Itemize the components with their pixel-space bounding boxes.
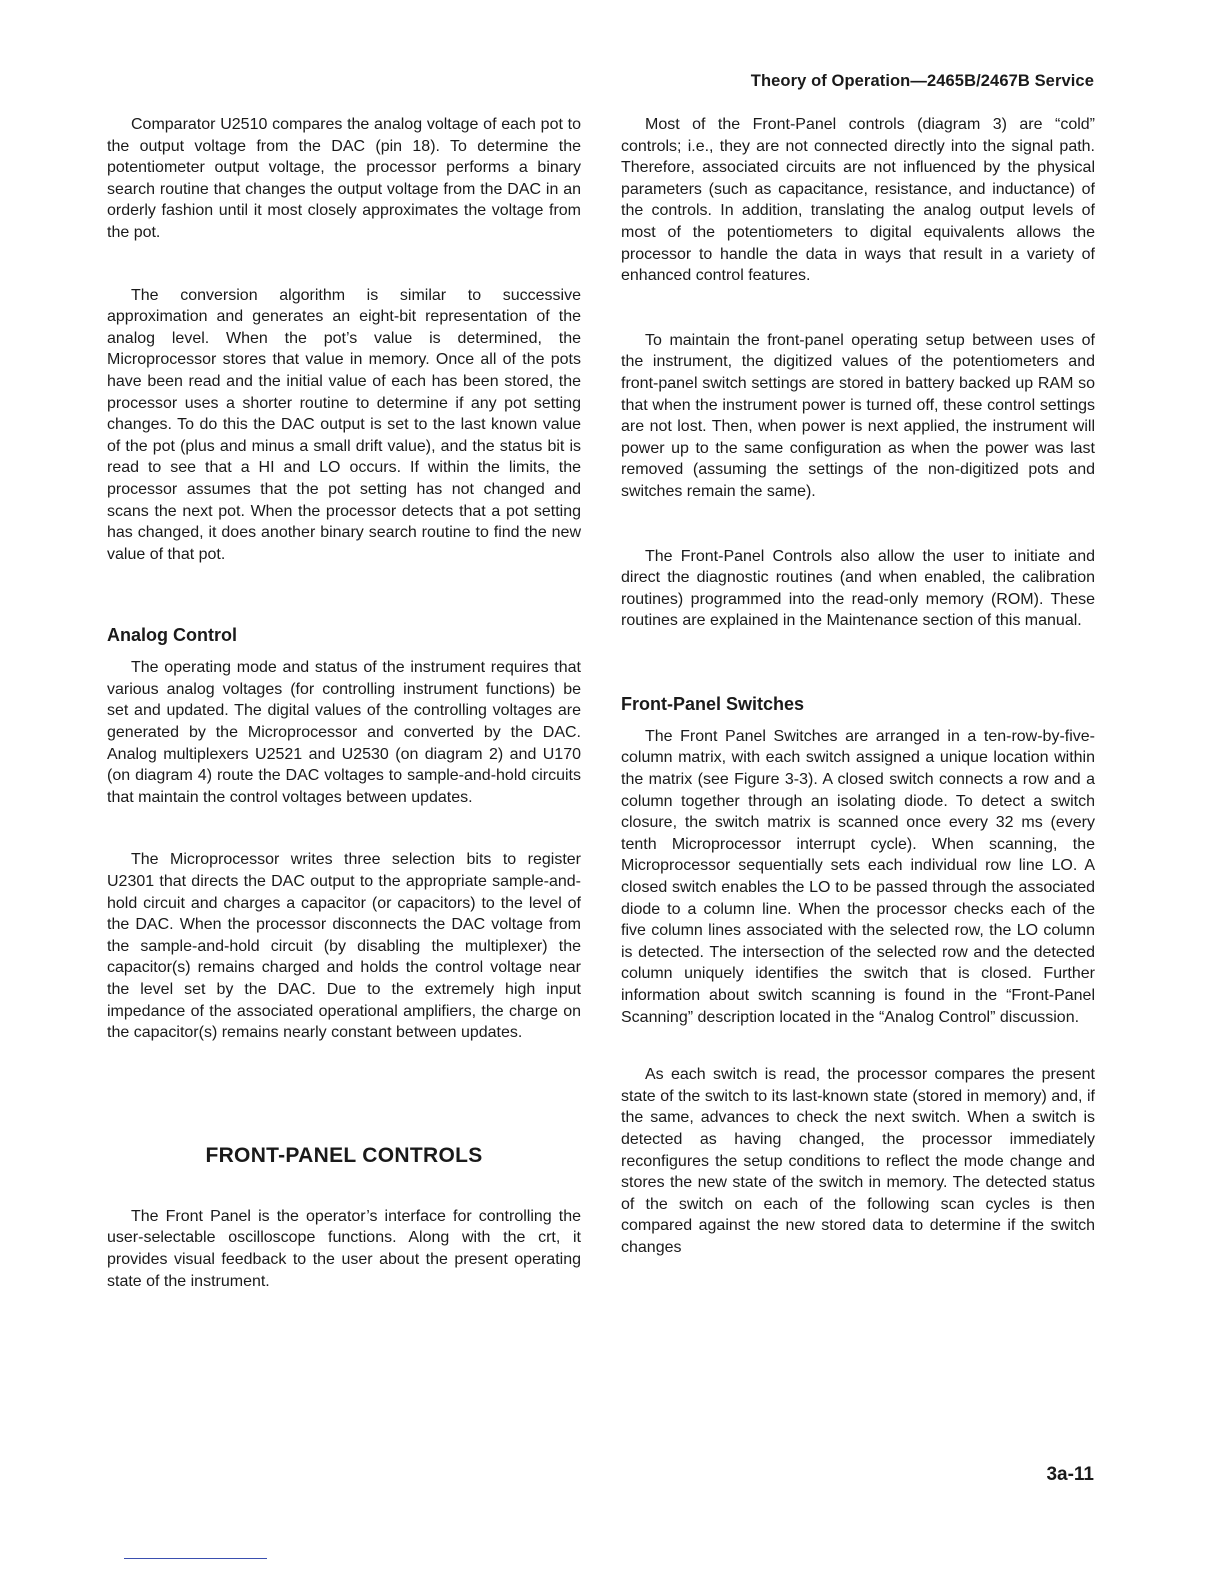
heading-front-panel-switches: Front-Panel Switches <box>621 693 805 714</box>
paragraph-selection-bits: The Microprocessor writes three selection bits to register U2301 that directs the DAC output to the appropriate sample-and-hold circuit and charges a capacitor (or capacitors) to the level of the DAC. When the processor disconnects the DAC voltage from the sample-and-hold circuit (by disabling the multiplexer) the capacitor(s) remains charged and holds the control voltage near the level set by the DAC. Due to the extremely high input impedance of the associated operational amplifiers, the charge on the capacitor(s) remains nearly constant between updates. <box>107 851 581 1042</box>
paragraph-switch-matrix: The Front Panel Switches are arranged in a ten-row-by-five-column matrix, with each switch assigned a unique location within the matrix (see Figure 3-3). A closed switch connects a row and a column together through an isolating diode. To detect a switch closure, the switch matrix is scanned once every 32 ms (every tenth Microprocessor interrupt cycle). When scanning, the Microprocessor sequentially sets each individual row line LO. A closed switch enables the LO to be passed through the associated diode to a column line. When the processor checks each of the five column lines associated with the selected row, the LO column is detected. The intersection of the selected row and the detected column uniquely identifies the switch that is closed. Further information about switch scanning is found in the “Front-Panel Scanning” description located in the “Analog Control” discussion. <box>621 727 1095 1026</box>
running-header: Theory of Operation—2465B/2467B Service <box>750 72 1094 90</box>
paragraph-switch-state: As each switch is read, the processor compares the present state of the switch to its last-known state (stored in memory) and, if the same, advances to check the next switch. When a switch is detected as having changed, the processor immediately reconfigures the setup conditions to reflect the mode change and stores the new state of the switch in memory. The detected status of the switch on each of the following scan cycles is then compared against the new stored data to determine if the switch changes <box>621 1066 1095 1256</box>
paragraph-battery-ram: To maintain the front-panel operating setup between uses of the instrument, the digitized values of the potentiometers and front-panel switch settings are stored in battery backed up RAM so that when the instrument power is turned off, these control settings are not lost. Then, when power is next applied, the instrument will power up to the same configuration as when the power was last removed (assuming the settings of the non-digitized pots and switches remain the same). <box>621 331 1095 500</box>
heading-analog-control: Analog Control <box>107 625 237 646</box>
page-number: 3a-11 <box>1046 1464 1094 1485</box>
footer-rule <box>124 1558 267 1559</box>
paragraph-analog-voltages: The operating mode and status of the instrument requires that various analog voltages (for controlling instrument functions) be set and updated. The digital values of the controlling voltages are generated by the Microprocessor and converted by the DAC. Analog multiplexers U2521 and U2530 (on diagram 2) and U170 (on diagram 4) route the DAC voltages to sample-and-hold circuits that maintain the control voltages between updates. <box>107 659 581 806</box>
left-column <box>107 114 581 1292</box>
paragraph-comparator: Comparator U2510 compares the analog voltage of each pot to the output voltage from the DAC (pin 18). To determine the potentiometer output voltage, the processor performs a binary search routine that changes the output voltage from the DAC in an orderly fashion until it most closely approximates the voltage from the pot. <box>107 116 581 241</box>
paragraph-diagnostic-routines: The Front-Panel Controls also allow the user to initiate and direct the diagnostic routines (and when enabled, the calibration routines) programmed into the read-only memory (ROM). These routines are explained in the Maintenance section of this manual. <box>621 547 1095 630</box>
paragraph-cold-controls: Most of the Front-Panel controls (diagram 3) are “cold” controls; i.e., they are not connected directly into the signal path. Therefore, associated circuits are not influenced by the physical parameters (such as capacitance, resistance, and inductance) of the controls. In addition, translating the analog output levels of most of the potentiometers to digital equivalents allows the processor to handle the data in ways that result in a variety of enhanced control features. <box>621 116 1095 285</box>
paragraph-operator-interface: The Front Panel is the operator’s interface for controlling the user-selectable oscilloscope functions. Along with the crt, it provides visual feedback to the user about the present operating state of the instrument. <box>107 1207 581 1290</box>
right-column <box>621 114 1095 1259</box>
paragraph-conversion-algorithm: The conversion algorithm is similar to successive approximation and generates an eight-bit representation of the analog level. When the pot’s value is determined, the Microprocessor stores that value in memory. Once all of the pots have been read and the initial value of each has been stored, the processor uses a shorter routine to determine if any pot setting changes. To do this the DAC output is set to the last known value of the pot (plus and minus a small drift value), and the status bit is read to see that a HI and LO occurs. If within the limits, the processor assumes that the pot setting has not changed and scans the next pot. When the processor detects that a pot setting has changed, it does another binary search routine to find the new value of that pot. <box>107 286 581 563</box>
heading-front-panel-controls: FRONT-PANEL CONTROLS <box>205 1143 483 1167</box>
